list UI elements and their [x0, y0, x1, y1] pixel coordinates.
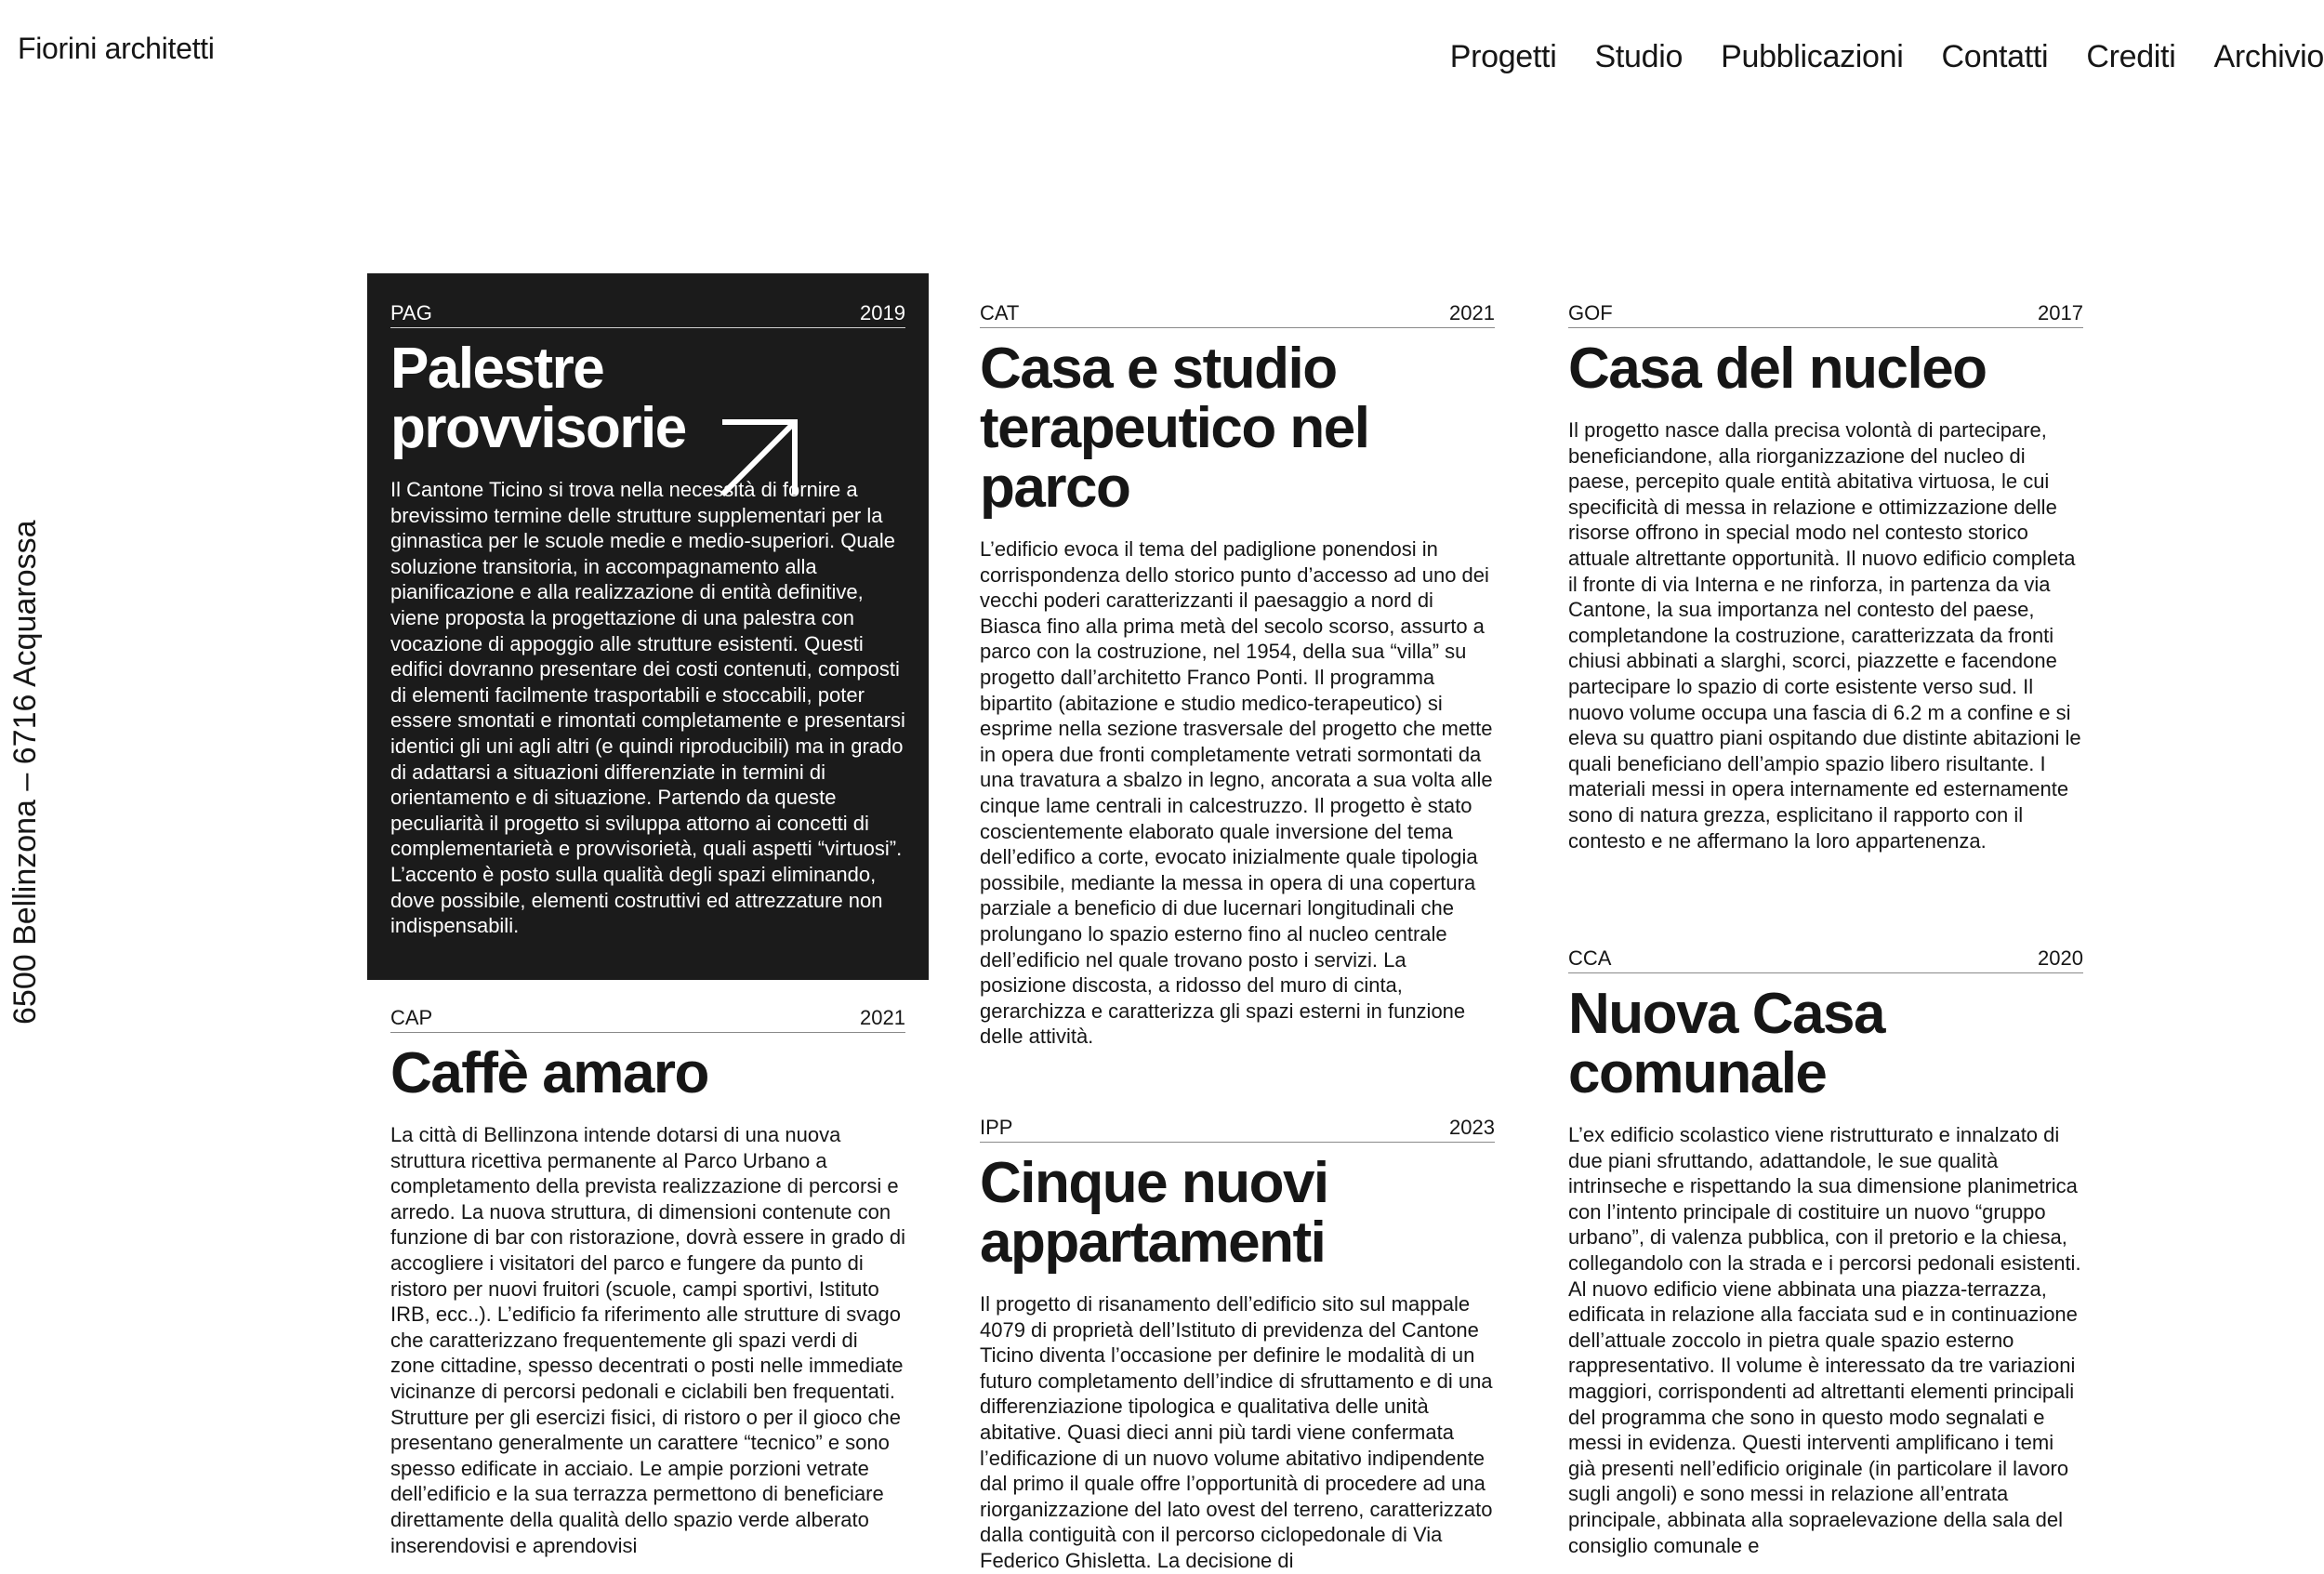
main-nav [1450, 39, 2324, 75]
project-year: 2021 [1449, 301, 1495, 324]
project-card-cca[interactable] [1568, 946, 2083, 1558]
project-card-cat[interactable] [980, 301, 1495, 1050]
project-year: 2020 [2038, 946, 2083, 970]
project-meta [980, 1116, 1495, 1143]
project-description: L’edificio evoca il tema del padiglione ponendosi in corrispondenza dello storico punto d’accesso ad uno dei vecchi poderi caratterizzanti il paesaggio a nord di Biasca fino alla prima metà del secolo scorso, assurto a parco con la costruzione, nel 1954, della sua “villa” su progetto dall’architetto Franco Ponti. Il programma bipartito (abitazione e studio medico-terapeutico) si esprime nella sezione trasversale del progetto che mette in opera due fronti completamente vetrati sormontati da una travatura a sbalzo in legno, ancorata a sua volta alle cinque lame centrali in calcestruzzo. Il progetto è stato coscientemente elaborato quale inversione del tema dell’edifico a corte, evocato inizialmente quale tipologia possibile, mediante la messa in opera di una copertura parziale a beneficio di due lucernari longitudinali che prolungano lo spazio esterno fino al nucleo centrale dell’edificio nel quale trovano posto i servizi. La posizione discosta, a ridosso del muro di cinta, gerarchizza e caratterizza gli spazi esterni in funzione delle attività. [980, 537, 1493, 1049]
project-description: Il progetto nasce dalla precisa volontà di partecipare, beneficiandone, alla riorganizzazione del nucleo di paese, percepito quale entità abitativa virtuosa, le cui specificità di messa in relazione e ottimizzazione delle risorse offrono in special modo nel contesto storico attuale altrettante opportunità. Il nuovo edificio completa il fronte di via Interna e ne rinforza, in partenza da via Cantone, la sua importanza nel contesto del paese, completandone la costruzione, caratterizzata da fronti chiusi abbinati a slarghi, scorci, piazzette e facendone partecipare lo spazio di corte esistente verso sud. Il nuovo volume occupa una fascia di 6.2 m a confine e si eleva su quattro piani ospitando due distinte abitazioni le quali beneficiano dell’ampio spazio libero risultante. I materiali messi in opera internamente ed esternamente sono di natura grezza, esplicitano il rapporto con il contesto e ne affermano la loro appartenenza. [1568, 418, 2081, 853]
project-description: Il progetto di risanamento dell’edificio sito sul mappale 4079 di proprietà dell’Istituto di previdenza del Cantone Ticino diventa l’occasione per definire le modalità di un futuro completamento dell’indice di sfruttamento e di una differenziazione tipologica e qualitativa delle unità abitative. Quasi dieci anni più tardi viene confermata l’edificazione di un nuovo volume abitativo indipendente dal primo il quale offre l’opportunità di procedere ad una riorganizzazione del lato ovest del terreno, caratterizzato dalla contiguità con il percorso ciclopedonale di Via Federico Ghisletta. La decisione di [980, 1292, 1493, 1572]
project-year: 2017 [2038, 301, 2083, 324]
project-code: GOF [1568, 301, 1613, 324]
project-title[interactable]: Caffè amaro [390, 1041, 708, 1105]
nav-item-contatti[interactable]: Contatti [1941, 39, 2049, 74]
nav-item-studio[interactable]: Studio [1594, 39, 1684, 74]
project-description: L’ex edificio scolastico viene ristrutturato e innalzato di due piani sfruttando, adattandole, le sue qualità intrinseche e rispettando la sua dimensione planimetrica con l’intento principale di costituire un nuovo “gruppo urbano”, di valenza pubblica, con il pretorio e la chiesa, collegandolo con la strada e i percorsi pedonali esistenti. Al nuovo edificio viene abbinata una piazza-terrazza, edificata in relazione alla facciata sud e in continuazione dell’attuale zoccolo in pietra quale spazio esterno rappresentativo. Il volume è interessato da tre variazioni maggiori, corrispondenti ad altrettanti elementi principali del programma che sono in questo modo segnalati e messi in evidenza. Questi interventi amplificano i temi già presenti nell’edificio originale (in particolare il lavoro sugli angoli) e sono messi in relazione all’entrata principale, abbinata alla sopraelevazione della sala del consiglio comunale e [1568, 1123, 2081, 1557]
project-card-cap[interactable] [390, 1006, 905, 1558]
project-code: IPP [980, 1116, 1013, 1139]
address-vertical: 6500 Bellinzona – 6716 Acquarossa [7, 520, 43, 1025]
nav-item-archivio[interactable]: Archivio [2213, 39, 2324, 74]
project-card-pag[interactable] [367, 273, 929, 980]
project-title[interactable]: Casa e studio terapeutico nel parco [980, 337, 1369, 520]
project-meta [390, 301, 905, 328]
project-title[interactable]: Palestre provvisorie [390, 337, 686, 460]
project-meta [390, 1006, 905, 1033]
project-code: PAG [390, 301, 432, 324]
nav-item-crediti[interactable]: Crediti [2086, 39, 2176, 74]
brand-logo[interactable]: Fiorini architetti [18, 32, 215, 65]
project-code: CAT [980, 301, 1020, 324]
project-title[interactable]: Cinque nuovi appartamenti [980, 1151, 1328, 1275]
arrow-up-right-icon[interactable] [719, 418, 799, 498]
project-title[interactable]: Casa del nucleo [1568, 337, 1987, 401]
project-meta [980, 301, 1495, 328]
project-meta [1568, 946, 2083, 973]
nav-item-pubblicazioni[interactable]: Pubblicazioni [1721, 39, 1904, 74]
project-description: La città di Bellinzona intende dotarsi di una nuova struttura ricettiva permanente al Parco Urbano a completamento della prevista realizzazione di percorsi e arredo. La nuova struttura, di dimensioni contenute con funzione di bar con ristorazione, dovrà essere in grado di accogliere i visitatori del parco e fungere da punto di ristoro per nuovi fruitori (scuole, campi sportivi, Istituto IRB, ecc..). L’edificio fa riferimento alle strutture di svago che caratterizzano frequentemente gli spazi verdi di zone cittadine, spesso decentrati o posti nelle immediate vicinanze di percorsi pedonali e ciclabili ben frequentati. Strutture per gli esercizi fisici, di ristoro o per il gioco che presentano generalmente un carattere “tecnico” e sono spesso edificate in acciaio. Le ampie porzioni vetrate dell’edificio e la sua terrazza permettono di beneficiare direttamente della qualità dello spazio verde alberato inserendovisi e aprendovisi [390, 1123, 905, 1557]
project-card-gof[interactable] [1568, 301, 2083, 853]
project-year: 2023 [1449, 1116, 1495, 1139]
project-title[interactable]: Nuova Casa comunale [1568, 982, 1884, 1105]
project-description: Il Cantone Ticino si trova nella necessità di fornire a brevissimo termine delle strutture supplementari per la ginnastica per le scuole medie e medio-superiori. Quale soluzione transitoria, in accompagnamento alla pianificazione e alla realizzazione di entità definitive, viene proposta la progettazione di una palestra con vocazione di appoggio alle strutture esistenti. Questi edifici dovranno presentare dei costi contenuti, composti di elementi facilmente trasportabili e stoccabili, poter essere smontati e rimontati completamente e presentarsi identici gli uni agli altri (e quindi riproducibili) ma in grado di adattarsi a situazioni differenziate in termini di orientamento e di situazione. Partendo da queste peculiarità il progetto si sviluppa attorno ai concetti di complementarietà e provvisorietà, quali aspetti “virtuosi”. L’accento è posto sulla qualità degli spazi eliminando, dove possibile, elementi costruttivi ed attrezzature non indispensabili. [390, 478, 905, 938]
nav-item-progetti[interactable]: Progetti [1449, 39, 1557, 74]
project-card-ipp[interactable] [980, 1116, 1495, 1574]
project-meta [1568, 301, 2083, 328]
project-year: 2021 [860, 1006, 905, 1029]
project-code: CAP [390, 1006, 433, 1029]
project-year: 2019 [860, 301, 905, 324]
project-code: CCA [1568, 946, 1612, 970]
